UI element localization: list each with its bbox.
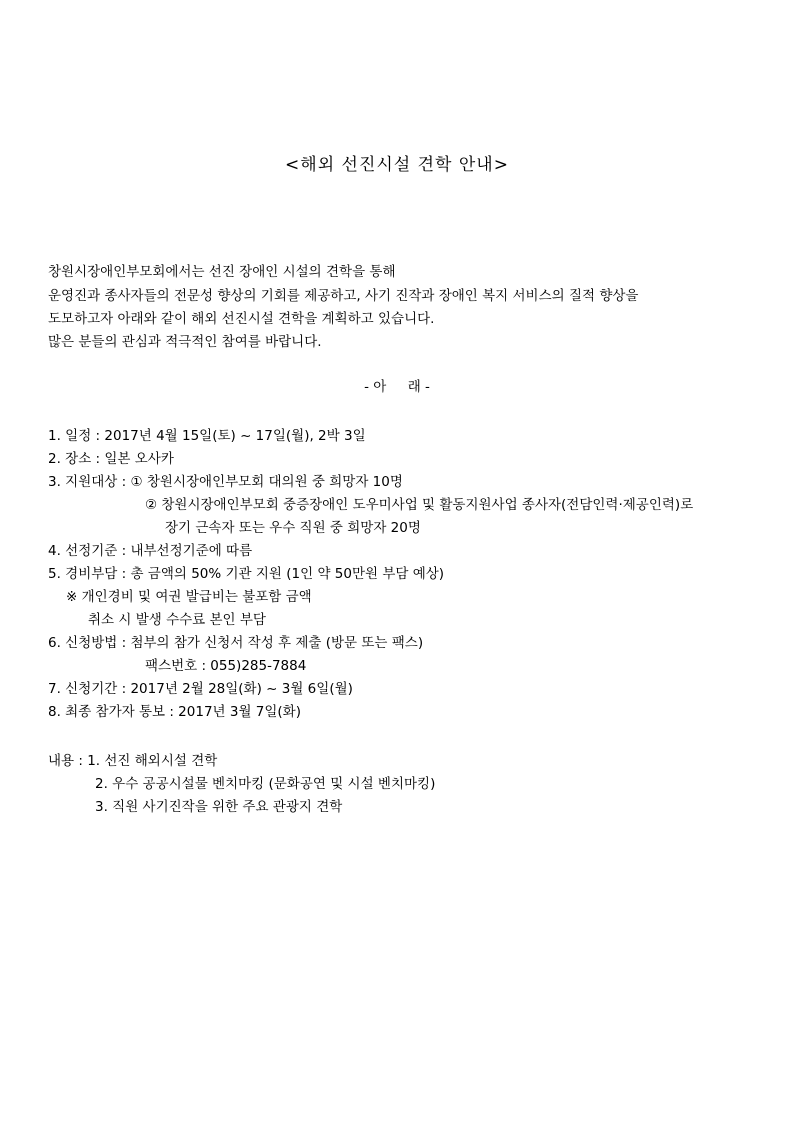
intro-line-4: 많은 분들의 관심과 적극적인 참여를 바랍니다. xyxy=(48,334,322,350)
item-target-2: ② 창원시장애인부모회 중증장애인 도우미사업 및 활동지원사업 종사자(전담인력·제공인력)로 xyxy=(145,497,694,513)
item-cost-note-2: 취소 시 발생 수수료 본인 부담 xyxy=(88,612,266,628)
item-target-1: 3. 지원대상 : ① 창원시장애인부모회 대의원 중 희망자 10명 xyxy=(48,474,403,490)
item-schedule: 1. 일정 : 2017년 4월 15일(토) ~ 17일(월), 2박 3일 xyxy=(48,428,366,444)
intro-line-3: 도모하고자 아래와 같이 해외 선진시설 견학을 계획하고 있습니다. xyxy=(48,311,435,327)
item-apply-period: 7. 신청기간 : 2017년 2월 28일(화) ~ 3월 6일(월) xyxy=(48,681,353,697)
item-apply-method: 6. 신청방법 : 첨부의 참가 신청서 작성 후 제출 (방문 또는 팩스) xyxy=(48,635,424,651)
item-criteria: 4. 선정기준 : 내부선정기준에 따름 xyxy=(48,543,253,559)
item-place: 2. 장소 : 일본 오사카 xyxy=(48,451,174,467)
item-target-2-continued: 장기 근속자 또는 우수 직원 중 희망자 20명 xyxy=(165,520,421,536)
section-separator: - 아 래 - xyxy=(364,379,430,395)
item-final-notice: 8. 최종 참가자 통보 : 2017년 3월 7일(화) xyxy=(48,704,301,720)
item-fax-number: 팩스번호 : 055)285-7884 xyxy=(145,658,307,674)
intro-line-2: 운영진과 종사자들의 전문성 향상의 기회를 제공하고, 사기 진작과 장애인 복지 서비스의 질적 향상을 xyxy=(48,288,639,304)
item-cost-note-1: ※ 개인경비 및 여권 발급비는 불포함 금액 xyxy=(66,589,312,605)
item-cost: 5. 경비부담 : 총 금액의 50% 기관 지원 (1인 약 50만원 부담 예상) xyxy=(48,566,445,582)
intro-line-1: 창원시장애인부모회에서는 선진 장애인 시설의 견학을 통해 xyxy=(48,264,396,280)
content-line-2: 2. 우수 공공시설물 벤치마킹 (문화공연 및 시설 벤치마킹) xyxy=(95,776,436,792)
document-title: <해외 선진시설 견학 안내> xyxy=(285,155,509,175)
content-line-1: 내용 : 1. 선진 해외시설 견학 xyxy=(48,753,218,769)
content-line-3: 3. 직원 사기진작을 위한 주요 관광지 견학 xyxy=(95,799,343,815)
